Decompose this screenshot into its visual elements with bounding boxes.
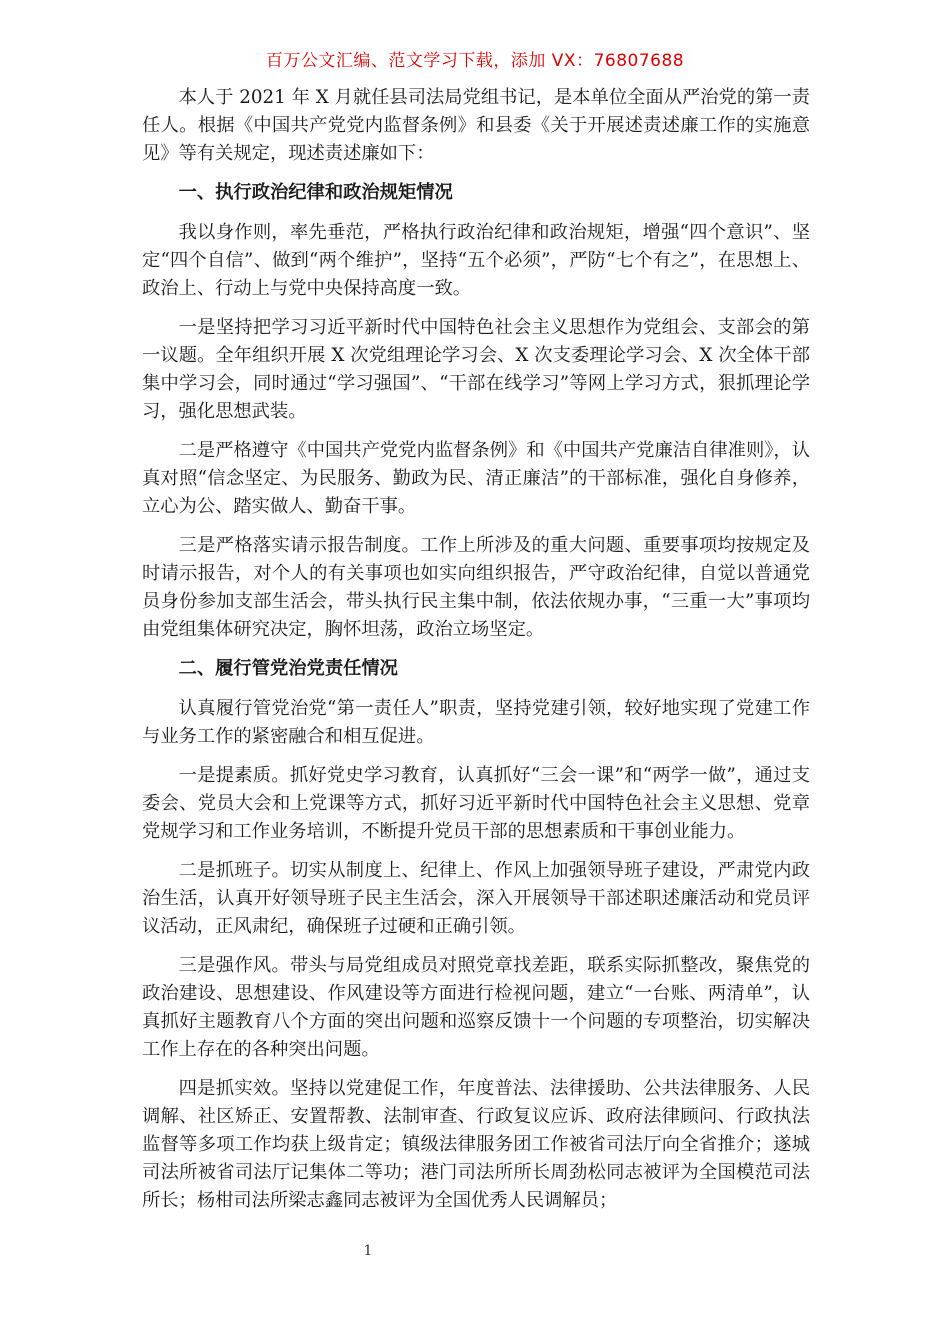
section-2-paragraph: 一是提素质。抓好党史学习教育，认真抓好“三会一课”和“两学一做”，通过支委会、党员大会和上党课等方式，抓好习近平新时代中国特色社会主义思想、党章党规学习和工作业务培训，不断提升党员干部的思想素质和干事创业能力。 bbox=[142, 765, 810, 842]
watermark-banner: 百万公文汇编、范文学习下载，添加 VX：76807688 bbox=[265, 51, 685, 71]
document-body bbox=[142, 84, 810, 1226]
section-2-heading: 二、履行管党治党责任情况 bbox=[178, 658, 398, 679]
section-1-heading: 一、执行政治纪律和政治规矩情况 bbox=[178, 182, 453, 203]
section-1-paragraph: 二是严格遵守《中国共产党党内监督条例》和《中国共产党廉洁自律准则》，认真对照“信念坚定、为民服务、勤政为民、清正廉洁”的干部标准，强化自身修养，立心为公、踏实做人、勤奋干事。 bbox=[142, 440, 810, 517]
section-1-paragraph: 三是严格落实请示报告制度。工作上所涉及的重大问题、重要事项均按规定及时请示报告，对个人的有关事项也如实向组织报告，严守政治纪律，自觉以普通党员身份参加支部生活会，带头执行民主集中制，依法依规办事，“三重一大”事项均由党组集体研究决定，胸怀坦荡，政治立场坚定。 bbox=[142, 535, 810, 640]
page-number: 1 bbox=[363, 1243, 373, 1259]
section-2-paragraph: 四是抓实效。坚持以党建促工作，年度普法、法律援助、公共法律服务、人民调解、社区矫正、安置帮教、法制审查、行政复议应诉、政府法律顾问、行政执法监督等多项工作均获上级肯定；镇级法律服务团工作被省司法厅向全省推介；遂城司法所被省司法厅记集体二等功；港门司法所所长周劲松同志被评为全国模范司法所长；杨柑司法所梁志鑫同志被评为全国优秀人民调解员； bbox=[142, 1078, 810, 1211]
section-2-paragraph: 三是强作风。带头与局党组成员对照党章找差距，联系实际抓整改，聚焦党的政治建设、思想建设、作风建设等方面进行检视问题，建立“一台账、两清单”，认真抓好主题教育八个方面的突出问题和巡察反馈十一个问题的专项整治，切实解决工作上存在的各种突出问题。 bbox=[142, 955, 810, 1060]
intro-paragraph: 本人于 2021 年 X 月就任县司法局党组书记，是本单位全面从严治党的第一责任人。根据《中国共产党党内监督条例》和县委《关于开展述责述廉工作的实施意见》等有关规定，现述责述廉如下： bbox=[142, 87, 810, 164]
section-1-paragraph: 一是坚持把学习习近平新时代中国特色社会主义思想作为党组会、支部会的第一议题。全年组织开展 X 次党组理论学习会、X 次支委理论学习会、X 次全体干部集中学习会，同时通过“学习强国”、“干部在线学习”等网上学习方式，狠抓理论学习，强化思想武装。 bbox=[142, 317, 810, 422]
section-1-paragraph: 我以身作则，率先垂范，严格执行政治纪律和政治规矩，增强“四个意识”、坚定“四个自信”、做到“两个维护”，坚持“五个必须”，严防“七个有之”，在思想上、政治上、行动上与党中央保持高度一致。 bbox=[142, 222, 810, 299]
section-2-paragraph: 认真履行管党治党“第一责任人”职责，坚持党建引领，较好地实现了党建工作与业务工作的紧密融合和相互促进。 bbox=[142, 698, 810, 747]
section-2-paragraph: 二是抓班子。切实从制度上、纪律上、作风上加强领导班子建设，严肃党内政治生活，认真开好领导班子民主生活会，深入开展领导干部述职述廉活动和党员评议活动，正风肃纪，确保班子过硬和正确引领。 bbox=[142, 860, 810, 937]
